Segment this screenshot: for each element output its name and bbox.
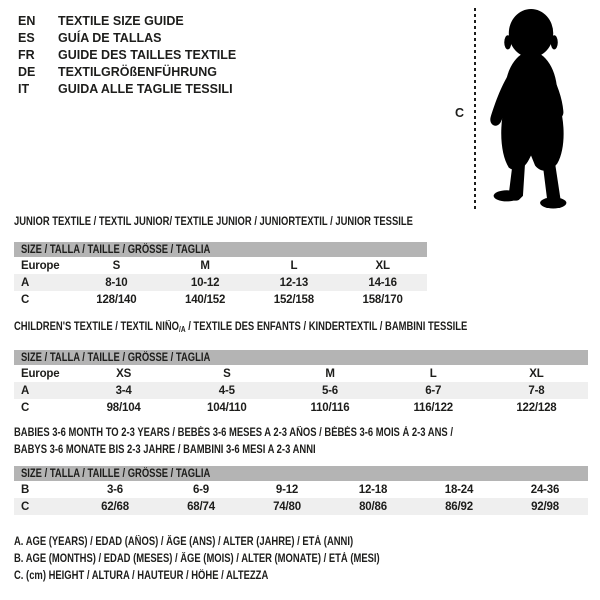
row-label: A [21,384,30,397]
cell: 74/80 [273,500,301,513]
cell: 104/110 [207,401,247,414]
row-label: C [21,500,30,513]
cell: 68/74 [187,500,215,513]
language-guide [18,12,236,97]
language-label: GUÍA DE TALLAS [58,30,162,45]
cell: 80/86 [359,500,387,513]
cell: 12-13 [279,276,309,289]
language-code: ES [18,30,35,45]
babies-size-table [14,466,588,515]
cell: 140/152 [185,293,226,306]
cell: 116/122 [413,401,453,414]
junior-section-title: JUNIOR TEXTILE / TEXTIL JUNIOR/ TEXTILE JUNIOR / JUNIORTEXTIL / JUNIOR TESSILE [14,216,413,228]
cell: 152/158 [273,293,314,306]
language-code: DE [18,64,36,79]
footnote-b: B. AGE (MONTHS) / EDAD (MESES) / ÂGE (MOIS) / ALTER (MONATE) / ETÀ (MESI) [14,553,380,565]
row-label: C [21,401,30,414]
footnote-a: A. AGE (YEARS) / EDAD (AÑOS) / ÂGE (ANS) / ALTER (JAHRE) / ETÀ (ANNI) [14,536,354,548]
cell: XS [116,367,132,380]
size-header-bar: SIZE / TALLA / TAILLE / GRÖSSE / TAGLIA [14,466,588,481]
measure-label-c: C [455,106,465,120]
baby-silhouette-icon [483,8,575,210]
language-label: GUIDA ALLE TAGLIE TESSILI [58,81,233,96]
cell: 92/98 [531,500,559,513]
babies-section-title-line2: BABYS 3-6 MONATE BIS 2-3 JAHRE / BAMBINI 3-6 MESI A 2-3 ANNI [14,444,316,456]
table-row [14,257,427,274]
children-section-title: CHILDREN'S TEXTILE / TEXTIL NIÑO/A / TEXTILE DES ENFANTS / KINDERTEXTIL / BAMBINI TESSILE [14,321,468,334]
cell: 8-10 [105,276,128,289]
cell: 122/128 [516,401,557,414]
cell: 12-18 [358,483,388,496]
cell: S [112,259,121,272]
babies-section-title-line1: BABIES 3-6 MONTH TO 2-3 YEARS / BEBÉS 3-6 MESES A 2-3 AÑOS / BÉBÉS 3-6 MOIS À 2-3 ANS / [14,427,453,439]
size-header-bar: SIZE / TALLA / TAILLE / GRÖSSE / TAGLIA [14,242,427,257]
row-label: Europe [21,259,60,272]
row-label: Europe [21,367,60,380]
language-label: TEXTILGRÖßENFÜHRUNG [58,64,218,79]
language-label: TEXTILE SIZE GUIDE [58,13,184,28]
language-row [18,63,236,80]
row-label: A [21,276,30,289]
children-size-table [14,350,588,416]
language-label: GUIDE DES TAILLES TEXTILE [58,47,237,62]
cell: 110/116 [310,401,350,414]
language-row [18,80,236,97]
cell: 128/140 [96,293,137,306]
cell: M [200,259,210,272]
cell: XL [375,259,390,272]
language-row [18,29,236,46]
footnote-c: C. (cm) HEIGHT / ALTURA / HAUTEUR / HÖHE / ALTEZZA [14,570,269,582]
cell: 3-4 [115,384,132,397]
cell: 5-6 [321,384,339,397]
height-measure-dashed-line [474,8,476,212]
junior-size-table [14,242,427,308]
table-row [14,481,588,498]
cell: 14-16 [368,276,397,289]
cell: 7-8 [528,384,545,397]
cell: 6-7 [425,384,442,397]
table-row [14,274,427,291]
table-row [14,382,588,399]
cell: 18-24 [444,483,474,496]
cell: 98/104 [106,401,141,414]
cell: S [223,367,231,380]
table-row [14,399,588,416]
table-row [14,291,427,308]
cell: M [325,367,335,380]
table-row [14,365,588,382]
cell: 10-12 [190,276,220,289]
cell: 24-36 [530,483,560,496]
table-row [14,498,588,515]
cell: L [429,367,437,380]
row-label: C [21,293,30,306]
cell: L [290,259,298,272]
cell: 62/68 [101,500,129,513]
cell: 6-9 [192,483,210,496]
cell: 86/92 [445,500,473,513]
cell: 9-12 [275,483,299,496]
language-code: IT [18,81,30,96]
cell: 4-5 [218,384,235,397]
language-code: EN [18,13,36,28]
row-label: B [21,483,30,496]
cell: XL [529,367,544,380]
language-code: FR [18,47,35,62]
cell: 158/170 [362,293,403,306]
cell: 3-6 [106,483,124,496]
language-row [18,12,236,29]
size-header-bar: SIZE / TALLA / TAILLE / GRÖSSE / TAGLIA [14,350,588,365]
language-row [18,46,236,63]
